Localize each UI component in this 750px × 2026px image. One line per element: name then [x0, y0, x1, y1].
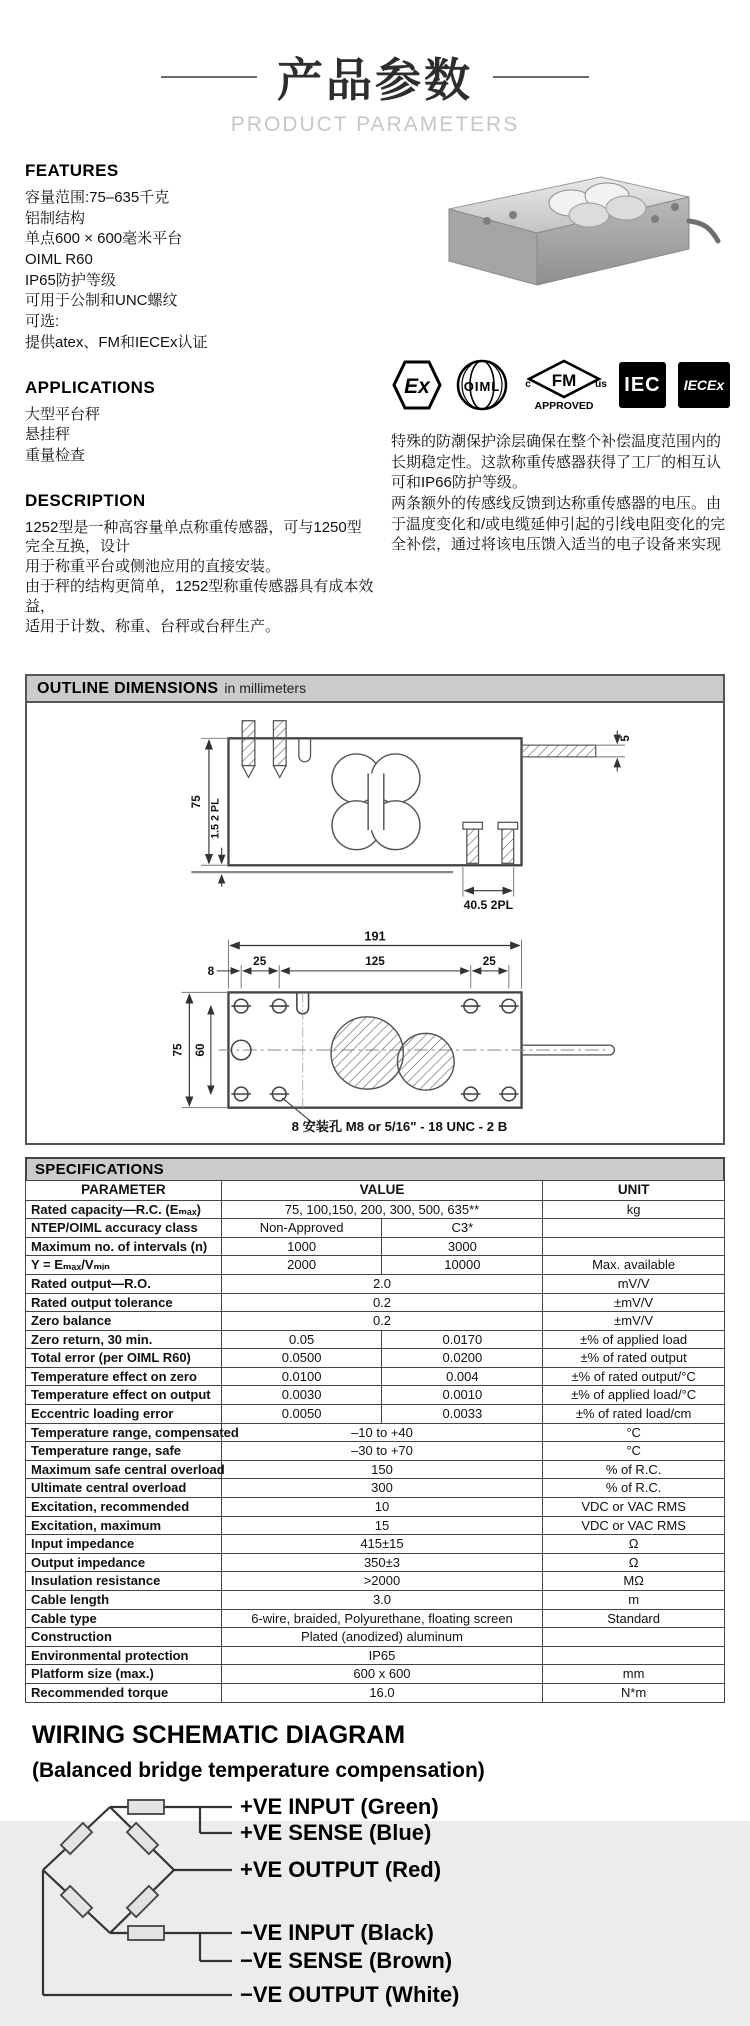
spec-parameter: Temperature effect on output — [26, 1386, 222, 1405]
spec-parameter: Ultimate central overload — [26, 1479, 222, 1498]
spec-row — [26, 1683, 725, 1702]
note-paragraph: 特殊的防潮保护涂层确保在整个补偿温度范围内的长期稳定性。这款称重传感器获得了工厂的相互认可和IP66防护等级。 — [391, 433, 722, 492]
fm-approved-logo — [521, 357, 607, 413]
spec-value: IP65 — [221, 1646, 543, 1665]
spec-parameter: Maximum safe central overload — [26, 1460, 222, 1479]
iec-logo — [619, 362, 666, 408]
spec-value: 10000 — [382, 1256, 543, 1275]
title-rule-left — [161, 76, 257, 78]
spec-unit: ±mV/V — [543, 1312, 725, 1331]
spec-unit: N*m — [543, 1683, 725, 1702]
spec-row — [26, 1349, 725, 1368]
wire-label-neg-sense: −VE SENSE (Brown) — [240, 1947, 453, 1973]
description-text — [25, 518, 375, 637]
title-rule-right — [493, 76, 589, 78]
spec-value: 1000 — [221, 1237, 382, 1256]
spec-parameter: Total error (per OIML R60) — [26, 1349, 222, 1368]
wire-label-neg-output: −VE OUTPUT (White) — [240, 1981, 460, 2007]
spec-value: 0.0100 — [221, 1367, 382, 1386]
spec-row — [26, 1237, 725, 1256]
spec-row — [26, 1405, 725, 1424]
page-header — [0, 0, 750, 137]
spec-row — [26, 1479, 725, 1498]
spec-value: 0.0050 — [221, 1405, 382, 1424]
spec-value: 0.0033 — [382, 1405, 543, 1424]
svg-text:5: 5 — [618, 735, 632, 742]
spec-parameter: Zero return, 30 min. — [26, 1330, 222, 1349]
spec-parameter: Environmental protection — [26, 1646, 222, 1665]
spec-row — [26, 1609, 725, 1628]
spec-value: 0.0030 — [221, 1386, 382, 1405]
note-paragraph: 两条额外的传感线反馈到达称重传感器的电压。由于温度变化和/或电缆延伸引起的引线电阻变化的完全补偿，通过将该电压馈入适当的电子设备来实现 — [391, 495, 726, 554]
spec-unit: mm — [543, 1665, 725, 1684]
spec-unit: VDC or VAC RMS — [543, 1498, 725, 1517]
spec-parameter: Platform size (max.) — [26, 1665, 222, 1684]
description-line: 1252型是一种高容量单点称重传感器，可与1250型完全互换，设计 — [25, 518, 362, 556]
spec-row — [26, 1293, 725, 1312]
description-section — [25, 491, 375, 637]
spec-unit: % of R.C. — [543, 1479, 725, 1498]
svg-text:1.5 2 PL: 1.5 2 PL — [209, 798, 222, 840]
feature-item: IP65防护等级 — [25, 271, 116, 289]
wire-label-pos-output: +VE OUTPUT (Red) — [240, 1856, 442, 1882]
svg-text:us: us — [595, 379, 607, 390]
spec-parameter: Input impedance — [26, 1535, 222, 1554]
spec-value: 2.0 — [221, 1274, 543, 1293]
spec-parameter: Excitation, maximum — [26, 1516, 222, 1535]
col-parameter: PARAMETER — [26, 1181, 222, 1200]
outline-dimensions-header — [27, 676, 723, 703]
spec-parameter: Rated output—R.O. — [26, 1274, 222, 1293]
svg-text:125: 125 — [365, 955, 385, 969]
outline-units-note: in millimeters — [224, 680, 307, 697]
spec-parameter: Rated output tolerance — [26, 1293, 222, 1312]
spec-value: 0.004 — [382, 1367, 543, 1386]
features-list — [25, 188, 375, 354]
spec-unit: Ω — [543, 1553, 725, 1572]
wiring-subtitle: (Balanced bridge temperature compensation) — [32, 1758, 485, 1782]
spec-value: 15 — [221, 1516, 543, 1535]
spec-value: 0.0500 — [221, 1349, 382, 1368]
spec-row — [26, 1442, 725, 1461]
wiring-diagram — [32, 1793, 732, 2021]
spec-value: 0.0200 — [382, 1349, 543, 1368]
spec-row — [26, 1572, 725, 1591]
svg-text:OIML: OIML — [463, 379, 501, 394]
description-line: 由于秤的结构更简单，1252型称重传感器具有成本效益， — [25, 577, 374, 615]
spec-parameter: Construction — [26, 1628, 222, 1647]
spec-row — [26, 1423, 725, 1442]
spec-unit: Max. available — [543, 1256, 725, 1275]
moisture-protection-note — [391, 432, 730, 556]
spec-parameter: Insulation resistance — [26, 1572, 222, 1591]
spec-unit: Standard — [543, 1609, 725, 1628]
applications-section — [25, 378, 375, 467]
applications-list — [25, 405, 375, 467]
spec-unit — [543, 1237, 725, 1256]
certification-logos — [391, 354, 730, 416]
spec-unit — [543, 1219, 725, 1238]
spec-value: 16.0 — [221, 1683, 543, 1702]
svg-text:75: 75 — [171, 1043, 185, 1057]
features-heading: FEATURES — [25, 161, 119, 180]
application-item: 悬挂秤 — [25, 426, 71, 444]
spec-value: 350±3 — [221, 1553, 543, 1572]
application-item: 重量检查 — [25, 446, 86, 464]
product-photo — [421, 163, 721, 291]
svg-text:Ex: Ex — [404, 375, 430, 398]
outline-drawings — [27, 703, 723, 1143]
feature-item: 铝制结构 — [25, 209, 86, 227]
spec-value: 300 — [221, 1479, 543, 1498]
wire-label-pos-sense: +VE SENSE (Blue) — [240, 1819, 432, 1845]
spec-row — [26, 1516, 725, 1535]
mounting-holes-note: 8 安装孔 M8 or 5/16" - 18 UNC - 2 B — [291, 1119, 508, 1135]
spec-row — [26, 1460, 725, 1479]
spec-unit: °C — [543, 1423, 725, 1442]
spec-value: 150 — [221, 1460, 543, 1479]
spec-unit: ±% of rated load/cm — [543, 1405, 725, 1424]
spec-row — [26, 1628, 725, 1647]
wiring-title: WIRING SCHEMATIC DIAGRAM — [32, 1720, 406, 1749]
spec-parameter: NTEP/OIML accuracy class — [26, 1219, 222, 1238]
col-unit: UNIT — [543, 1181, 725, 1200]
atex-ex-logo — [391, 359, 443, 411]
spec-value: 75, 100,150, 200, 300, 500, 635** — [221, 1200, 543, 1219]
svg-text:FM: FM — [551, 371, 577, 390]
iecex-logo-text: IECEx — [683, 377, 725, 393]
spec-unit: ±% of rated output — [543, 1349, 725, 1368]
spec-row — [26, 1200, 725, 1219]
svg-text:25: 25 — [482, 955, 496, 969]
spec-unit: MΩ — [543, 1572, 725, 1591]
specifications-heading: SPECIFICATIONS — [25, 1157, 725, 1180]
spec-parameter: Temperature range, safe — [26, 1442, 222, 1461]
description-line: 适用于计数、称重、台秤或台秤生产。 — [25, 617, 281, 635]
feature-item: OIML R60 — [25, 251, 93, 269]
spec-unit: VDC or VAC RMS — [543, 1516, 725, 1535]
spec-row — [26, 1312, 725, 1331]
description-line: 用于称重平台或侧池应用的直接安装。 — [25, 558, 281, 576]
spec-row — [26, 1553, 725, 1572]
spec-value: 0.0010 — [382, 1386, 543, 1405]
spec-unit: mV/V — [543, 1274, 725, 1293]
applications-heading: APPLICATIONS — [25, 377, 156, 397]
spec-table-body — [26, 1200, 725, 1702]
spec-unit — [543, 1646, 725, 1665]
side-view-drawing — [55, 709, 695, 919]
spec-row — [26, 1591, 725, 1610]
spec-value: 3.0 — [221, 1591, 543, 1610]
outline-heading: OUTLINE DIMENSIONS — [37, 680, 219, 698]
svg-text:25: 25 — [253, 955, 267, 969]
spec-unit — [543, 1628, 725, 1647]
application-item: 大型平台秤 — [25, 405, 101, 423]
spec-value: 0.0170 — [382, 1330, 543, 1349]
spec-value: 0.2 — [221, 1293, 543, 1312]
feature-item: 单点600 × 600毫米平台 — [25, 230, 183, 248]
feature-item: 容量范围:75–635千克 — [25, 189, 170, 206]
spec-unit: ±% of applied load/°C — [543, 1386, 725, 1405]
page-subtitle: PRODUCT PARAMETERS — [230, 113, 520, 136]
feature-item: 提供atex、FM和IECEx认证 — [25, 333, 208, 351]
iec-logo-text: IEC — [624, 373, 661, 396]
spec-parameter: Y = Eₘₐₓ/Vₘᵢₙ — [26, 1256, 222, 1275]
spec-value: 0.05 — [221, 1330, 382, 1349]
spec-parameter: Recommended torque — [26, 1683, 222, 1702]
spec-value: Plated (anodized) aluminum — [221, 1628, 543, 1647]
feature-item: 可用于公制和UNC螺纹 — [25, 292, 178, 310]
spec-value: 10 — [221, 1498, 543, 1517]
left-column — [25, 161, 375, 660]
spec-parameter: Temperature range, compensated — [26, 1423, 222, 1442]
svg-text:8: 8 — [207, 965, 215, 979]
specifications-table — [25, 1180, 725, 1702]
description-heading: DESCRIPTION — [25, 490, 146, 510]
spec-parameter: Temperature effect on zero — [26, 1367, 222, 1386]
spec-row — [26, 1330, 725, 1349]
spec-value: C3* — [382, 1219, 543, 1238]
spec-unit: % of R.C. — [543, 1460, 725, 1479]
feature-item: 可选: — [25, 313, 60, 331]
spec-row — [26, 1498, 725, 1517]
spec-row — [26, 1535, 725, 1554]
svg-text:c: c — [525, 379, 531, 390]
spec-row — [26, 1367, 725, 1386]
page-title: 产品参数 — [277, 54, 473, 106]
spec-value: 6-wire, braided, Polyurethane, floating screen — [221, 1609, 543, 1628]
spec-parameter: Zero balance — [26, 1312, 222, 1331]
spec-value: Non-Approved — [221, 1219, 382, 1238]
features-section — [25, 161, 375, 354]
spec-unit: ±mV/V — [543, 1293, 725, 1312]
spec-value: >2000 — [221, 1572, 543, 1591]
spec-parameter: Cable type — [26, 1609, 222, 1628]
spec-unit: m — [543, 1591, 725, 1610]
spec-value: –30 to +70 — [221, 1442, 543, 1461]
spec-row — [26, 1665, 725, 1684]
spec-value: 3000 — [382, 1237, 543, 1256]
svg-text:APPROVED: APPROVED — [534, 400, 594, 412]
spec-value: 415±15 — [221, 1535, 543, 1554]
spec-header-row — [26, 1181, 725, 1200]
spec-unit: ±% of applied load — [543, 1330, 725, 1349]
spec-parameter: Output impedance — [26, 1553, 222, 1572]
spec-unit: ±% of rated output/°C — [543, 1367, 725, 1386]
spec-value: 0.2 — [221, 1312, 543, 1331]
spec-unit: kg — [543, 1200, 725, 1219]
outline-dimensions-box — [25, 674, 725, 1145]
spec-parameter: Cable length — [26, 1591, 222, 1610]
spec-row — [26, 1219, 725, 1238]
right-column — [391, 161, 730, 660]
spec-value: –10 to +40 — [221, 1423, 543, 1442]
wire-label-pos-input: +VE INPUT (Green) — [240, 1793, 439, 1819]
col-value: VALUE — [221, 1181, 543, 1200]
spec-row — [26, 1646, 725, 1665]
spec-parameter: Maximum no. of intervals (n) — [26, 1237, 222, 1256]
spec-row — [26, 1274, 725, 1293]
spec-parameter: Rated capacity—R.C. (Eₘₐₓ) — [26, 1200, 222, 1219]
specifications-section — [25, 1157, 725, 1702]
spec-parameter: Excitation, recommended — [26, 1498, 222, 1517]
spec-parameter: Eccentric loading error — [26, 1405, 222, 1424]
wiring-section — [0, 1703, 750, 2026]
iecex-logo — [678, 362, 730, 408]
spec-value: 2000 — [221, 1256, 382, 1275]
wire-label-neg-input: −VE INPUT (Black) — [240, 1919, 434, 1945]
svg-text:60: 60 — [194, 1043, 208, 1057]
spec-row — [26, 1386, 725, 1405]
svg-text:75: 75 — [190, 795, 204, 809]
spec-unit: Ω — [543, 1535, 725, 1554]
oiml-logo — [455, 358, 509, 412]
svg-text:191: 191 — [364, 929, 386, 944]
top-view-drawing — [55, 924, 695, 1136]
spec-unit: °C — [543, 1442, 725, 1461]
spec-value: 600 x 600 — [221, 1665, 543, 1684]
svg-text:40.5 2PL: 40.5 2PL — [463, 898, 514, 913]
spec-row — [26, 1256, 725, 1275]
